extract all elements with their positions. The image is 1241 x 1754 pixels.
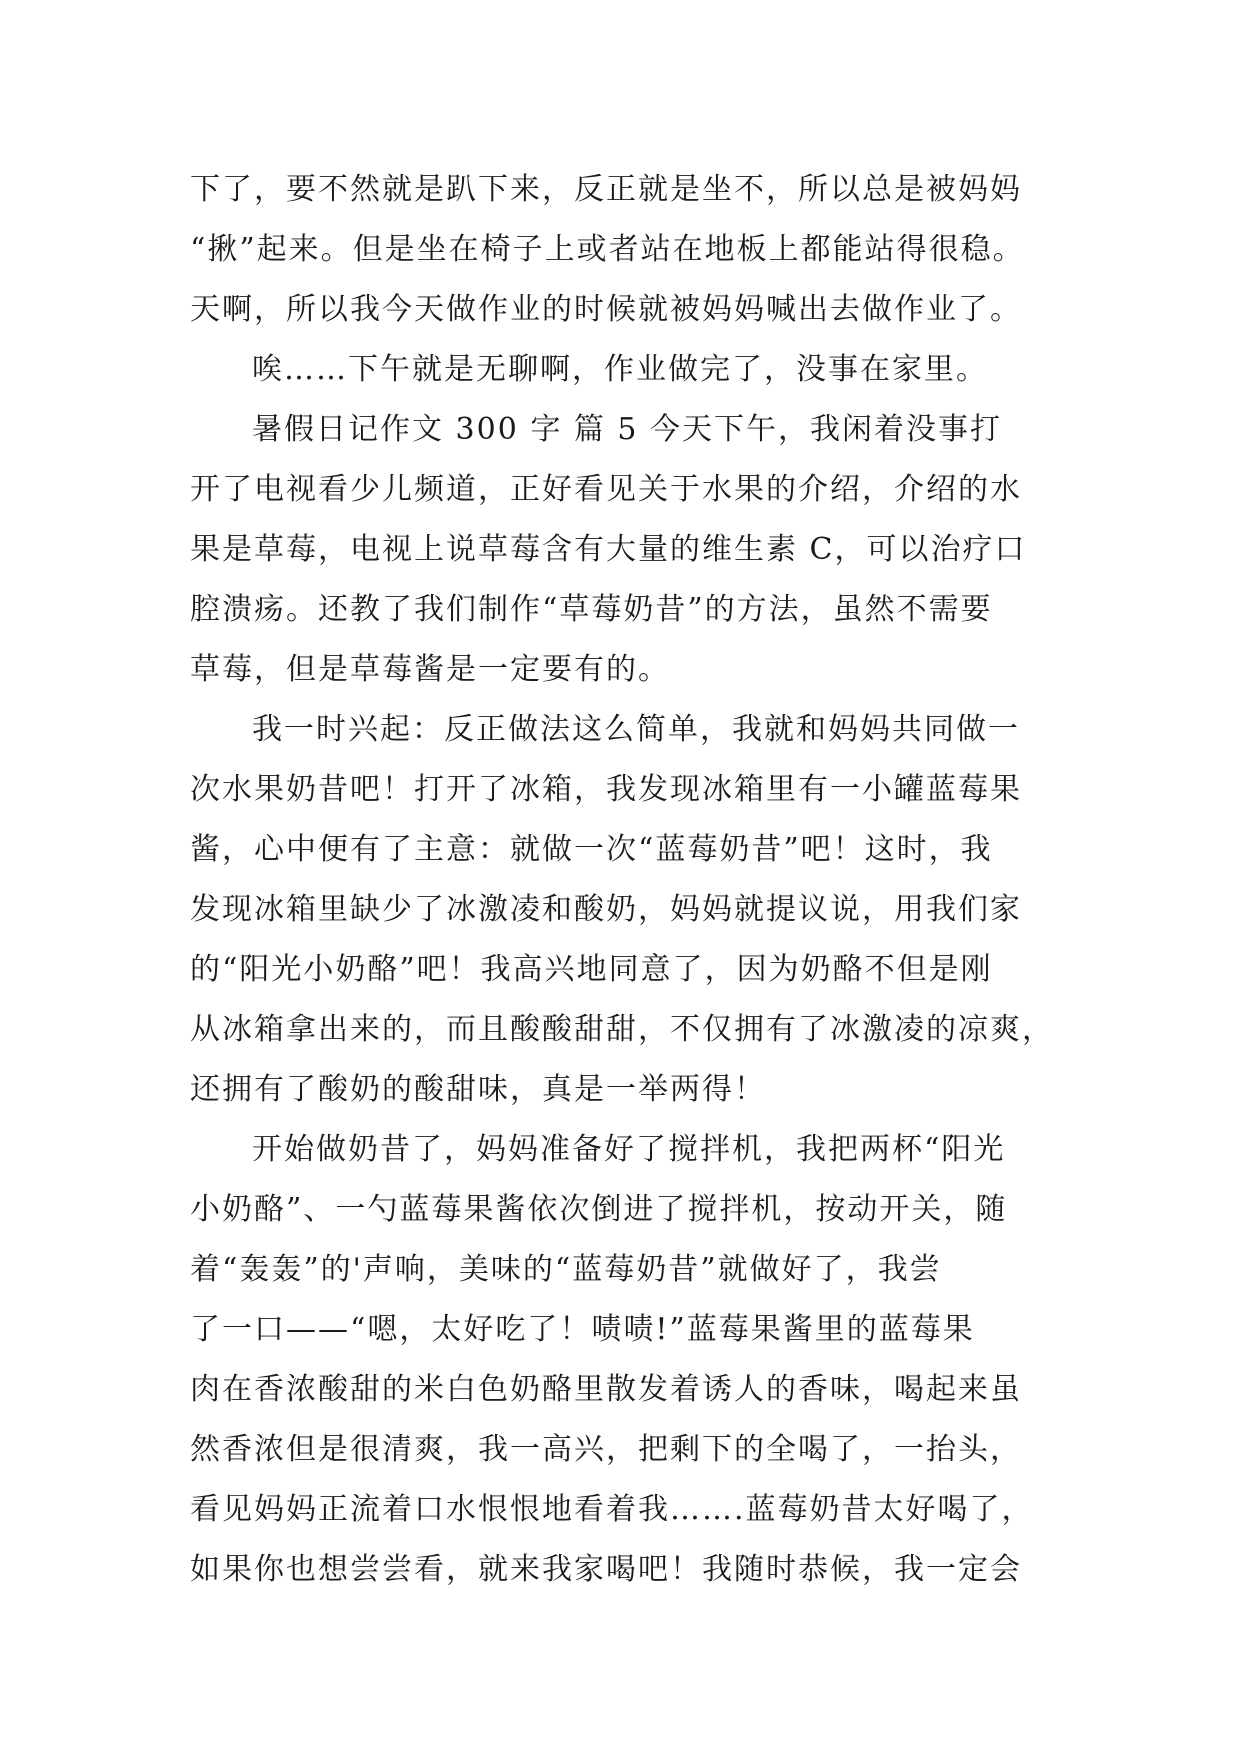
text-line: 天啊，所以我今天做作业的时候就被妈妈喊出去做作业了。 (190, 292, 1022, 327)
text-line: 酱，心中便有了主意：就做一次“蓝莓奶昔”吧！这时，我 (190, 832, 993, 867)
text-line: 开了电视看少儿频道，正好看见关于水果的介绍，介绍的水 (190, 472, 1022, 507)
text-line: 从冰箱拿出来的，而且酸酸甜甜，不仅拥有了冰激凌的凉爽， (190, 1012, 1054, 1047)
text-line: 我一时兴起：反正做法这么简单，我就和妈妈共同做一 (252, 712, 1020, 747)
text-line: 看见妈妈正流着口水恨恨地看着我…….蓝莓奶昔太好喝了， (190, 1492, 1034, 1527)
document-page (190, 160, 1070, 1600)
text-line: “揪”起来。但是坐在椅子上或者站在地板上都能站得很稳。 (190, 232, 1025, 267)
text-line: 如果你也想尝尝看，就来我家喝吧！我随时恭候，我一定会 (190, 1552, 1022, 1587)
section-heading-line: 暑假日记作文 300 字 篇 5 今天下午，我闲着没事打 (252, 412, 1003, 447)
text-line: 唉……下午就是无聊啊，作业做完了，没事在家里。 (252, 352, 988, 387)
text-line: 发现冰箱里缺少了冰激凌和酸奶，妈妈就提议说，用我们家 (190, 892, 1022, 927)
text-line: 了一口——“嗯，太好吃了！啧啧!”蓝莓果酱里的蓝莓果 (190, 1312, 975, 1347)
text-line: 果是草莓，电视上说草莓含有大量的维生素 C，可以治疗口 (190, 532, 1027, 567)
text-line: 腔溃疡。还教了我们制作“草莓奶昔”的方法，虽然不需要 (190, 592, 993, 627)
text-line: 草莓，但是草莓酱是一定要有的。 (190, 652, 670, 687)
text-line: 着“轰轰”的'声响，美味的“蓝莓奶昔”就做好了，我尝 (190, 1252, 942, 1287)
text-line: 然香浓但是很清爽，我一高兴，把剩下的全喝了，一抬头， (190, 1432, 1022, 1467)
text-line: 小奶酪”、一勺蓝莓果酱依次倒进了搅拌机，按动开关，随 (190, 1192, 1008, 1227)
text-line: 下了，要不然就是趴下来，反正就是坐不，所以总是被妈妈 (190, 172, 1022, 207)
text-line: 肉在香浓酸甜的米白色奶酪里散发着诱人的香味，喝起来虽 (190, 1372, 1022, 1407)
text-line: 的“阳光小奶酪”吧！我高兴地同意了，因为奶酪不但是刚 (190, 952, 993, 987)
text-line: 开始做奶昔了，妈妈准备好了搅拌机，我把两杯“阳光 (252, 1132, 1006, 1167)
text-line: 次水果奶昔吧！打开了冰箱，我发现冰箱里有一小罐蓝莓果 (190, 772, 1022, 807)
text-line: 还拥有了酸奶的酸甜味，真是一举两得！ (190, 1072, 766, 1107)
